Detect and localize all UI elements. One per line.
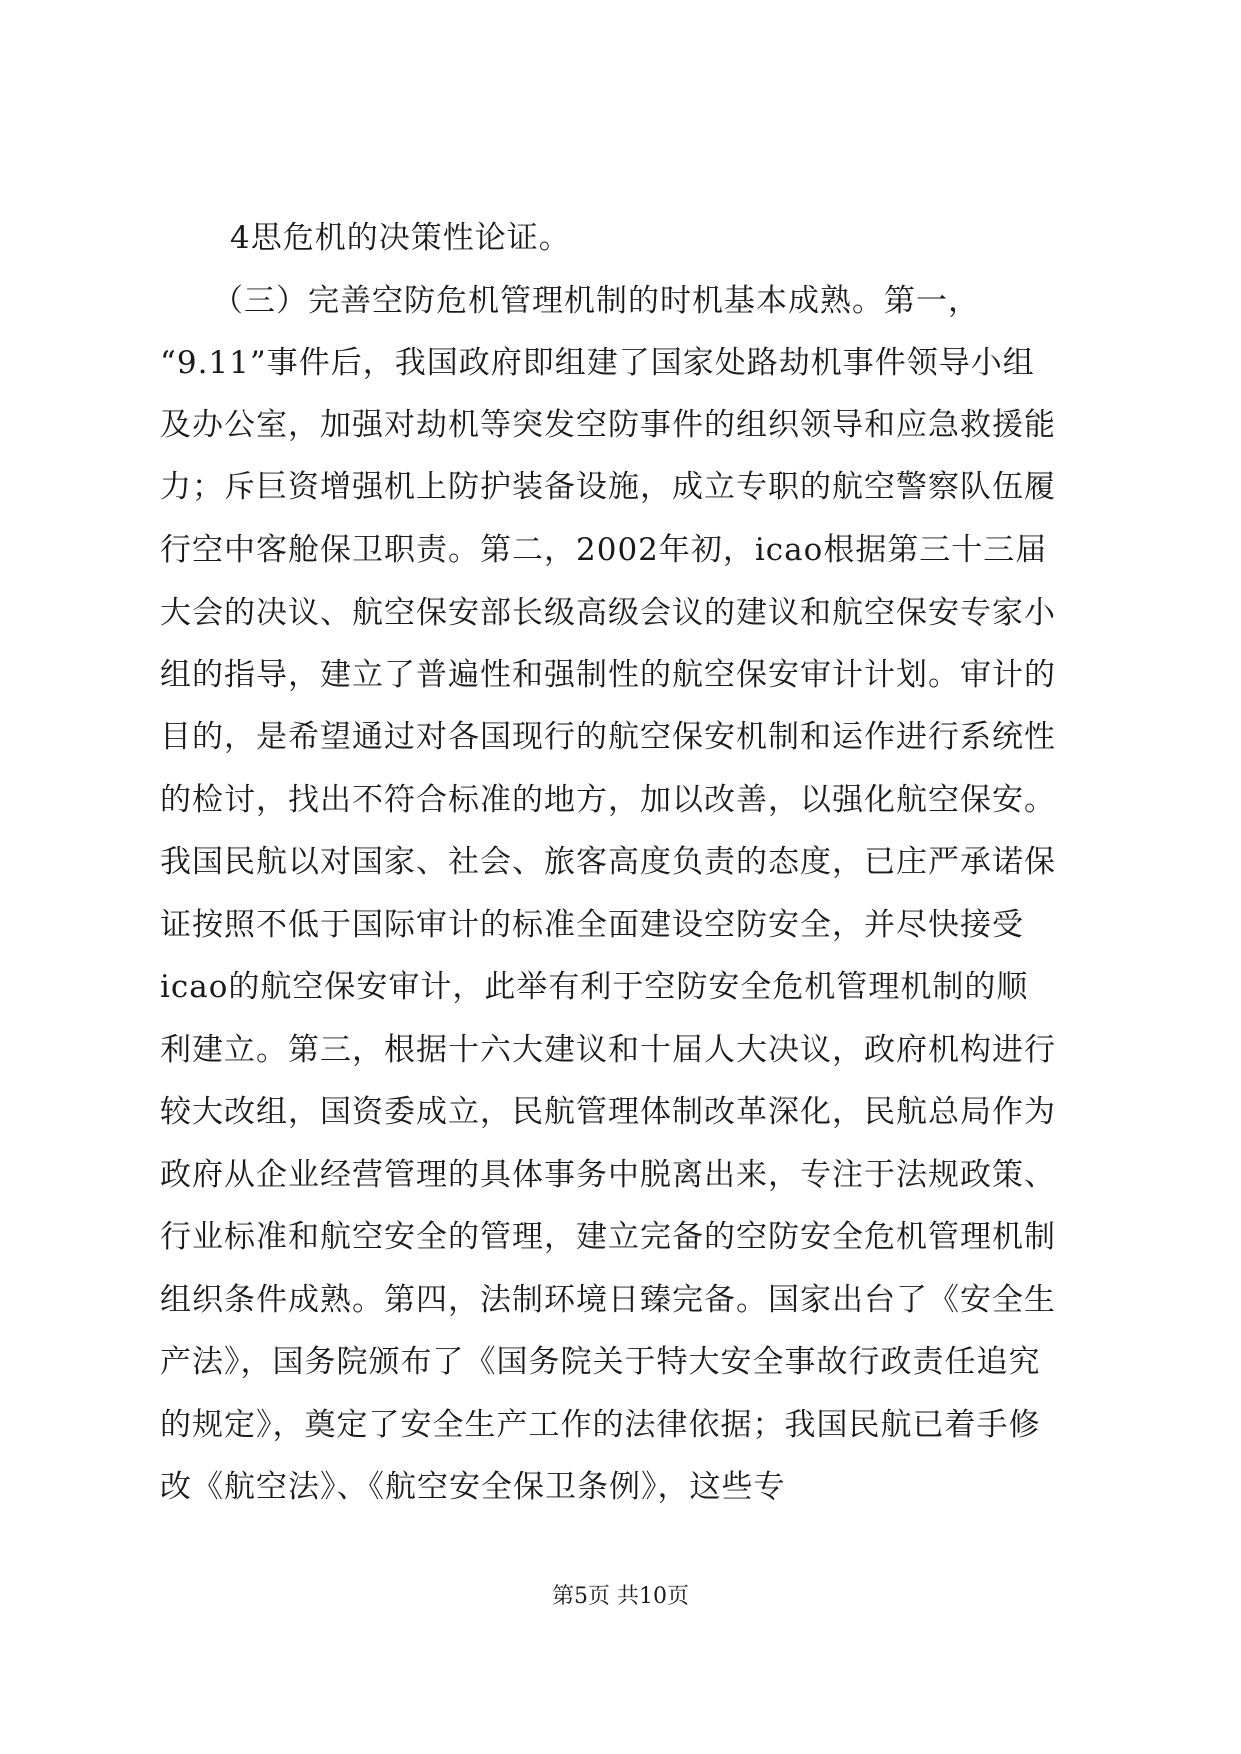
text-line-7: 大会的决议、航空保安部长级高级会议的建议和航空保安专家小 [160,595,1056,631]
text-line-9: 目的，是希望通过对各国现行的航空保安机制和运作进行系统性 [160,719,1056,755]
text-line-11: 我国民航以对国家、社会、旅客高度负责的态度，已庄严承诺保 [160,844,1056,880]
text-line-19: 产法》，国务院颁布了《国务院关于特大安全事故行政责任追究 [160,1344,1041,1380]
text-line-4: 及办公室，加强对劫机等突发空防事件的组织领导和应急救援能 [160,407,1056,443]
text-line-16: 政府从企业经营管理的具体事务中脱离出来，专注于法规政策、 [160,1157,1056,1193]
text-line-14: 利建立。第三，根据十六大建议和十届人大决议，政府机构进行 [160,1032,1056,1068]
text-line-3: “9.11”事件后，我国政府即组建了国家处路劫机事件领导小组 [160,345,1035,381]
text-line-20: 的规定》，奠定了安全生产工作的法律依据；我国民航已着手修 [160,1407,1041,1443]
text-line-18: 组织条件成熟。第四，法制环境日臻完备。国家出台了《安全生 [160,1282,1056,1318]
text-line-8: 组的指导，建立了普遍性和强制性的航空保安审计计划。审计的 [160,657,1056,693]
text-line-13: icao的航空保安审计，此举有利于空防安全危机管理机制的顺 [160,969,1029,1005]
text-line-10: 的检讨，找出不符合标准的地方，加以改善，以强化航空保安。 [160,782,1056,818]
text-line-12: 证按照不低于国际审计的标准全面建设空防安全，并尽快接受 [160,907,1024,943]
text-line-5: 力；斥巨资增强机上防护装备设施，成立专职的航空警察队伍履 [160,469,1056,505]
text-line-1: 4思危机的决策性论证。 [230,220,571,256]
text-line-21: 改《航空法》、《航空安全保卫条例》，这些专 [160,1469,786,1505]
text-line-2: （三）完善空防危机管理机制的时机基本成熟。第一， [212,283,980,319]
text-line-6: 行空中客舱保卫职责。第二，2002年初，icao根据第三十三届 [160,532,1048,568]
page-footer: 第5页 共10页 [552,1584,689,1609]
text-line-17: 行业标准和航空安全的管理，建立完备的空防安全危机管理机制 [160,1219,1056,1255]
text-line-15: 较大改组，国资委成立，民航管理体制改革深化，民航总局作为 [160,1094,1056,1130]
